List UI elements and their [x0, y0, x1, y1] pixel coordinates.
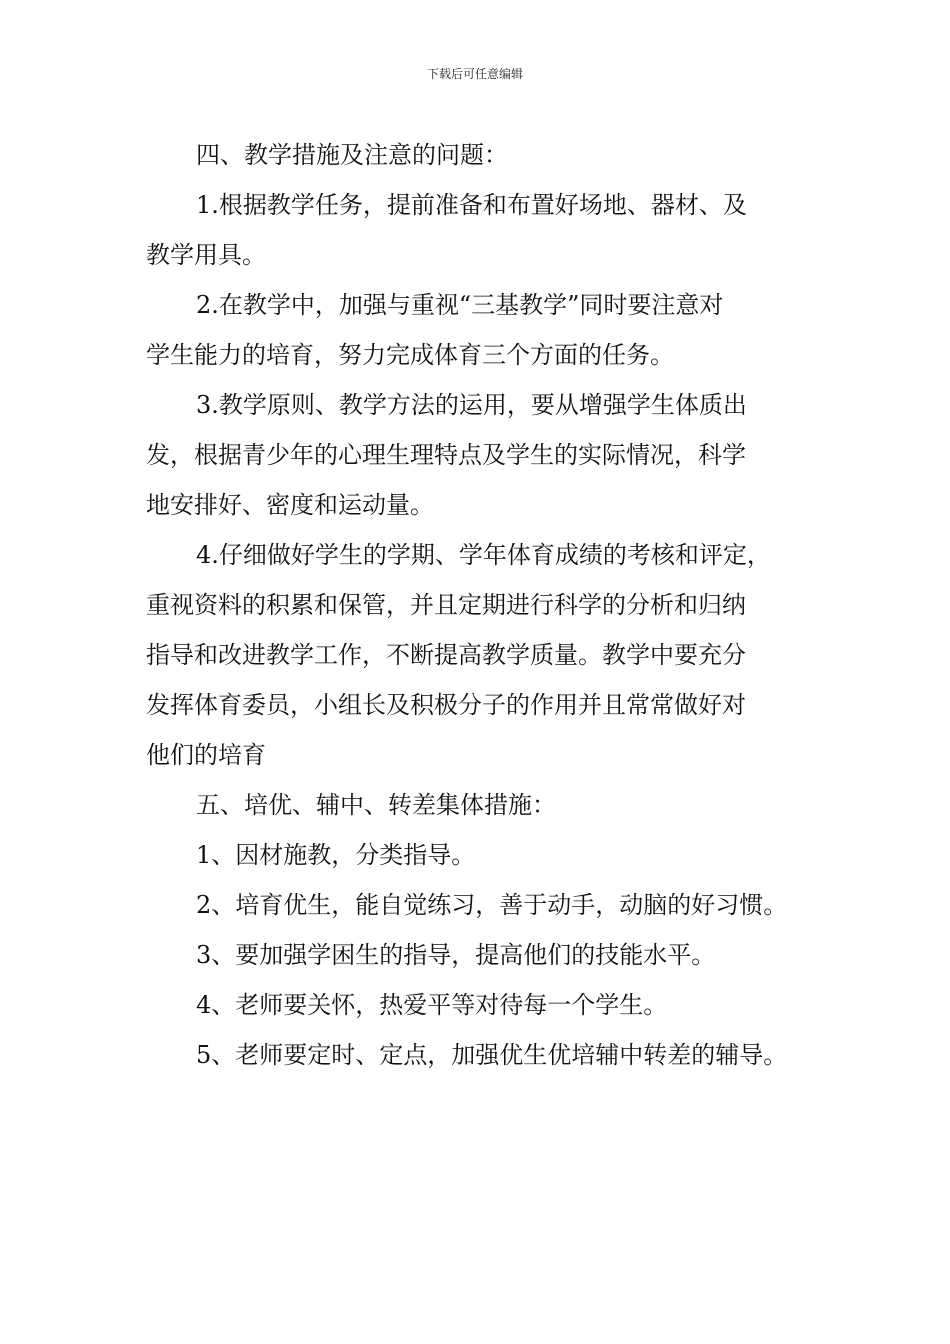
- list-item-4: 4、老师要关怀，热爱平等对待每一个学生。: [196, 991, 668, 1019]
- list-item-1: 1、因材施教，分类指导。: [196, 841, 476, 869]
- paragraph-item-4: [146, 530, 816, 780]
- paragraph-line: 发挥体育委员，小组长及积极分子的作用并且常常做好对: [146, 691, 746, 719]
- paragraph-line: 2.在教学中，加强与重视“三基教学”同时要注意对: [196, 291, 724, 319]
- paragraph-line: 重视资料的积累和保管，并且定期进行科学的分析和归纳: [146, 591, 746, 619]
- paragraph-line: 他们的培育: [146, 741, 266, 769]
- section-5-heading: 五、培优、辅中、转差集体措施：: [196, 791, 556, 819]
- page-header: 下载后可任意编辑: [426, 67, 523, 81]
- list-item-2: 2、培育优生，能自觉练习，善于动手，动脑的好习惯。: [196, 891, 788, 919]
- list-item-3: 3、要加强学困生的指导，提高他们的技能水平。: [196, 941, 716, 969]
- paragraph-item-3: [146, 380, 816, 530]
- paragraph-line: 4.仔细做好学生的学期、学年体育成绩的考核和评定，: [196, 541, 771, 569]
- paragraph-line: 发，根据青少年的心理生理特点及学生的实际情况，科学: [146, 441, 746, 469]
- paragraph-item-1: [146, 180, 816, 280]
- section-4-heading: 四、教学措施及注意的问题：: [196, 141, 508, 169]
- paragraph-line: 学生能力的培育，努力完成体育三个方面的任务。: [146, 341, 674, 369]
- paragraph-line: 教学用具。: [146, 241, 266, 269]
- paragraph-line: 指导和改进教学工作，不断提高教学质量。教学中要充分: [146, 641, 746, 669]
- paragraph-line: 3.教学原则、教学方法的运用，要从增强学生体质出: [196, 391, 747, 419]
- paragraph-line: 地安排好、密度和运动量。: [146, 491, 434, 519]
- list-item-5: 5、老师要定时、定点，加强优生优培辅中转差的辅导。: [196, 1041, 788, 1069]
- document-body: [146, 130, 816, 1080]
- paragraph-item-2: [146, 280, 816, 380]
- paragraph-line: 1.根据教学任务，提前准备和布置好场地、器材、及: [196, 191, 747, 219]
